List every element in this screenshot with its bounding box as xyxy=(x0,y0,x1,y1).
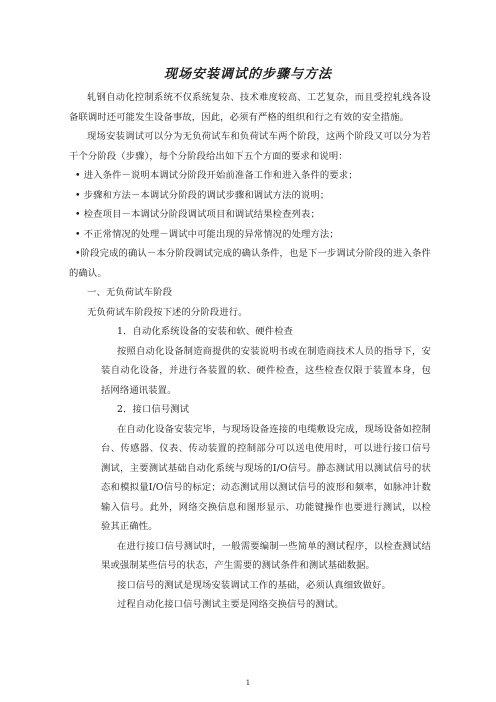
bullet-check-items: • 检查项目－本调试分阶段调试项目和调试结果检查列表； xyxy=(75,209,320,220)
subsection-heading-1: 1．自动化系统设备的安装和软、硬件检查 xyxy=(117,326,294,337)
subsection-1-paragraph: 按照自动化设备制造商提供的安装说明书或在制造商技术人员的指导下，安装自动化设备，并进行各装置的软、硬件检查，这些检查仅限于装置本身，包括网络通讯装置。 xyxy=(101,345,431,396)
bullet-stage-confirmation: •阶段完成的确认－本分阶段调试完成的确认条件，也是下一步调试分阶段的进入条件的确认。 xyxy=(69,248,431,279)
document-title: 现场安装调试的步骤与方法 xyxy=(163,67,332,82)
overview-paragraph: 现场安装调试可以分为无负荷试车和负荷试车两个阶段，这两个阶段又可以分为若干个分阶段（步骤），每个分阶段给出如下五个方面的要求和说明： xyxy=(69,131,431,162)
section-intro-no-load: 无负荷试车阶段按下述的分阶段进行。 xyxy=(87,306,248,318)
intro-paragraph: 轧钢自动化控制系统不仅系统复杂、技术难度较高、工艺复杂，而且受控轧线各设备联调时还可能发生设备事故，因此，必须有严格的组织和行之有效的安全措施。 xyxy=(69,92,431,123)
subsection-heading-2: 2．接口信号测试 xyxy=(117,404,190,415)
subsection-2-paragraph-2: 在进行接口信号测试时，一般需要编制一些简单的测试程序，以检查测试结果或强制某些信号的状态，产生需要的测试条件和测试基础数据。 xyxy=(101,540,431,571)
bullet-abnormal-handling: • 不正常情况的处理－调试中可能出现的异常情况的处理方法； xyxy=(75,228,339,240)
page-number: 1 xyxy=(245,679,251,687)
subsection-2-paragraph-3: 接口信号的测试是现场安装调试工作的基础，必须认真细致做好。 xyxy=(117,579,391,591)
subsection-2-paragraph-4: 过程自动化接口信号测试主要是网络交换信号的测试。 xyxy=(117,599,344,610)
subsection-2-paragraph-1: 在自动化设备安装完毕，与现场设备连接的电缆敷设完成，现场设备如控制台、传感器、仪表、传动装置的控制部分可以送电使用时，可以进行接口信号测试，主要测试基础自动化系统与现场的I/O信号。静态测试用以测试信号的状态和模拟量I/O信号的标定；动态测试用以测试信号的波形和频率，如脉冲计数输入信号。此外，网络交换信息和图形显示、功能键操作也要进行测试，以检验其正确性。 xyxy=(101,423,431,532)
document-body xyxy=(69,88,431,615)
bullet-entry-conditions: • 进入条件－说明本调试分阶段开始前准备工作和进入条件的要求； xyxy=(75,170,358,181)
bullet-steps-methods: • 步骤和方法－本调试分阶段的调试步骤和调试方法的说明； xyxy=(75,189,330,201)
section-heading-no-load: 一、无负荷试车阶段 xyxy=(87,287,173,298)
